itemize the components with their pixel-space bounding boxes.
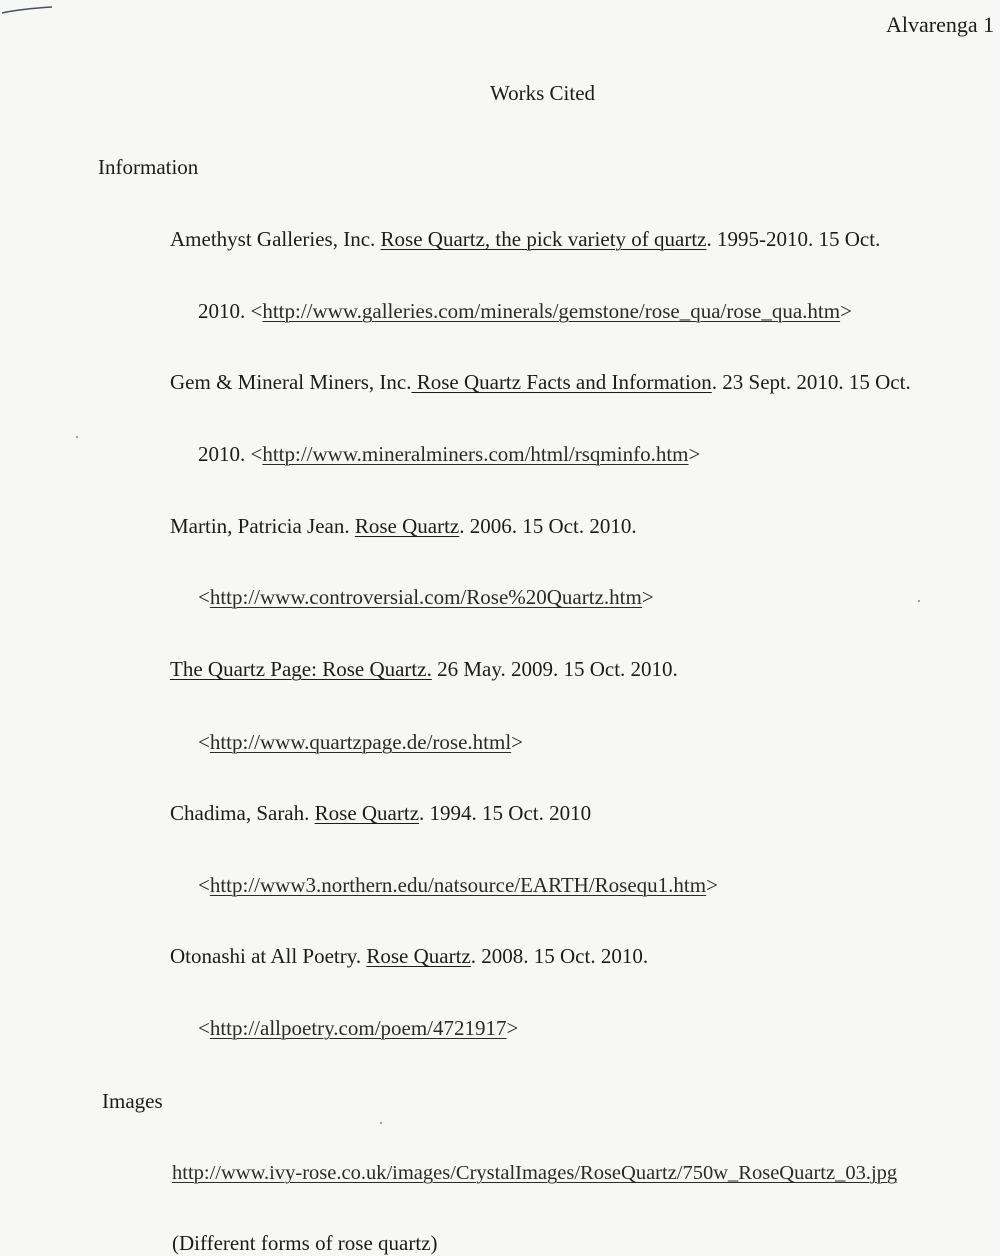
citation-title: The Quartz Page: Rose Quartz. xyxy=(170,657,432,681)
citation-url-line: <http://allpoetry.com/poem/4721917> xyxy=(198,1016,519,1040)
scan-speck xyxy=(76,436,78,438)
citation-url-line: 2010. <http://www.mineralminers.com/html/rsqminfo.htm> xyxy=(198,442,701,466)
citation-url-line: <http://www3.northern.edu/natsource/EARTH/Rosequ1.htm> xyxy=(198,873,718,897)
citation-url[interactable]: http://www.mineralminers.com/html/rsqminfo.htm xyxy=(262,442,689,466)
image-url[interactable]: http://www.ivy-rose.co.uk/images/CrystalImages/RoseQuartz/750w_RoseQuartz_03.jpg xyxy=(172,1162,898,1184)
image-note: (Different forms of rose quartz) xyxy=(172,1231,438,1255)
citation-url[interactable]: http://allpoetry.com/poem/4721917 xyxy=(209,1016,507,1040)
citation-title: Rose Quartz, the pick variety of quartz xyxy=(380,227,707,251)
citation-entry: The Quartz Page: Rose Quartz. 26 May. 2009. 15 Oct. 2010. xyxy=(170,657,678,681)
citation-url[interactable]: http://www.quartzpage.de/rose.html xyxy=(209,730,512,754)
citation-entry: Amethyst Galleries, Inc. Rose Quartz, the pick variety of quartz. 1995-2010. 15 Oct. xyxy=(170,227,881,251)
citation-url-line: <http://www.controversial.com/Rose%20Quartz.htm> xyxy=(198,585,654,609)
image-url-line xyxy=(172,1160,897,1186)
citation-entry: Gem & Mineral Miners, Inc. Rose Quartz Facts and Information. 23 Sept. 2010. 15 Oct. xyxy=(170,370,911,394)
citation-title: Rose Quartz xyxy=(366,944,471,968)
scan-speck xyxy=(918,600,920,602)
citation-title: Rose Quartz xyxy=(354,514,460,538)
citation-url-line: <http://www.quartzpage.de/rose.html> xyxy=(198,730,523,754)
scan-speck xyxy=(380,1122,382,1124)
citation-title: Rose Quartz xyxy=(314,801,420,825)
scan-pen-mark xyxy=(0,4,58,16)
section-heading-images: Images xyxy=(102,1089,163,1113)
page-header: Alvarenga 1 xyxy=(886,12,995,37)
citation-url[interactable]: http://www.controversial.com/Rose%20Quartz.htm xyxy=(209,585,642,609)
citation-url[interactable]: http://www.galleries.com/minerals/gemstone/rose_qua/rose_qua.htm xyxy=(262,299,841,323)
citation-entry: Otonashi at All Poetry. Rose Quartz. 2008. 15 Oct. 2010. xyxy=(170,944,649,968)
section-heading-information: Information xyxy=(98,155,199,179)
citation-title: Rose Quartz Facts and Information xyxy=(411,370,712,394)
page-title: Works Cited xyxy=(490,81,596,105)
citation-url-line: 2010. <http://www.galleries.com/minerals/gemstone/rose_qua/rose_qua.htm> xyxy=(198,299,852,323)
citation-entry: Martin, Patricia Jean. Rose Quartz. 2006. 15 Oct. 2010. xyxy=(170,514,637,538)
citation-entry: Chadima, Sarah. Rose Quartz. 1994. 15 Oct. 2010 xyxy=(170,801,592,825)
citation-url[interactable]: http://www3.northern.edu/natsource/EARTH/Rosequ1.htm xyxy=(209,873,707,897)
